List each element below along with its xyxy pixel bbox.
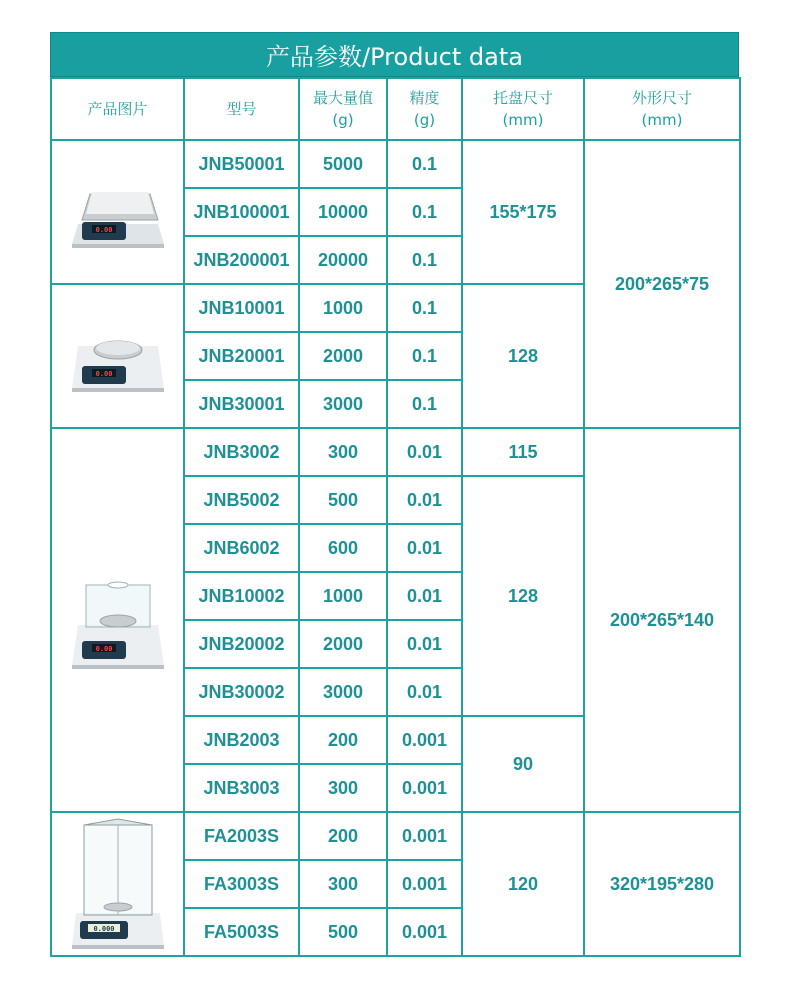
product-photo-round-pan	[51, 284, 184, 428]
product-data-sheet	[50, 32, 739, 957]
precision-cell: 0.01	[387, 668, 462, 716]
pan-size-cell: 128	[462, 284, 584, 428]
pan-size-cell: 120	[462, 812, 584, 956]
svg-text:0.00: 0.00	[95, 226, 112, 234]
capacity-cell: 20000	[299, 236, 387, 284]
product-photo-analytical	[51, 812, 184, 956]
svg-text:0.000: 0.000	[92, 925, 115, 933]
precision-cell: 0.1	[387, 332, 462, 380]
pan-size-cell: 115	[462, 428, 584, 476]
header-outer-size: 外形尺寸 (mm)	[584, 78, 740, 140]
precision-cell: 0.01	[387, 524, 462, 572]
capacity-cell: 3000	[299, 668, 387, 716]
model-cell: JNB200001	[184, 236, 299, 284]
capacity-cell: 5000	[299, 140, 387, 188]
precision-cell: 0.01	[387, 620, 462, 668]
model-cell: JNB3003	[184, 764, 299, 812]
model-cell: FA2003S	[184, 812, 299, 860]
spec-table	[50, 77, 741, 957]
precision-cell: 0.01	[387, 476, 462, 524]
model-cell: JNB30002	[184, 668, 299, 716]
outer-size-cell: 200*265*140	[584, 428, 740, 812]
header-capacity: 最大量值 (g)	[299, 78, 387, 140]
model-cell: JNB30001	[184, 380, 299, 428]
header-image: 产品图片	[51, 78, 184, 140]
capacity-cell: 300	[299, 860, 387, 908]
capacity-cell: 10000	[299, 188, 387, 236]
capacity-cell: 1000	[299, 572, 387, 620]
capacity-cell: 300	[299, 428, 387, 476]
capacity-cell: 600	[299, 524, 387, 572]
model-cell: JNB6002	[184, 524, 299, 572]
product-photo-draft-shield	[51, 428, 184, 812]
model-cell: JNB5002	[184, 476, 299, 524]
model-cell: JNB20002	[184, 620, 299, 668]
svg-text:0.00: 0.00	[95, 370, 112, 378]
pan-size-cell: 128	[462, 476, 584, 716]
precision-cell: 0.01	[387, 428, 462, 476]
precision-cell: 0.1	[387, 380, 462, 428]
scale-large-pan-image	[68, 172, 168, 252]
precision-cell: 0.001	[387, 764, 462, 812]
table-row	[51, 140, 740, 188]
model-cell: JNB100001	[184, 188, 299, 236]
outer-size-cell: 320*195*280	[584, 812, 740, 956]
header-row	[51, 78, 740, 140]
model-cell: JNB10002	[184, 572, 299, 620]
capacity-cell: 1000	[299, 284, 387, 332]
precision-cell: 0.001	[387, 860, 462, 908]
scale-analytical-image	[68, 817, 168, 951]
pan-size-cell: 155*175	[462, 140, 584, 284]
pan-size-cell: 90	[462, 716, 584, 812]
header-pan-size: 托盘尺寸 (mm)	[462, 78, 584, 140]
header-precision: 精度 (g)	[387, 78, 462, 140]
model-cell: FA3003S	[184, 860, 299, 908]
svg-text:0.00: 0.00	[95, 645, 112, 653]
scale-round-pan-image	[68, 316, 168, 396]
capacity-cell: 2000	[299, 332, 387, 380]
model-cell: JNB50001	[184, 140, 299, 188]
precision-cell: 0.1	[387, 236, 462, 284]
capacity-cell: 200	[299, 812, 387, 860]
capacity-cell: 200	[299, 716, 387, 764]
model-cell: JNB3002	[184, 428, 299, 476]
capacity-cell: 500	[299, 476, 387, 524]
table-title: 产品参数/Product data	[50, 32, 739, 77]
precision-cell: 0.1	[387, 140, 462, 188]
precision-cell: 0.001	[387, 908, 462, 956]
model-cell: JNB20001	[184, 332, 299, 380]
header-model: 型号	[184, 78, 299, 140]
model-cell: FA5003S	[184, 908, 299, 956]
capacity-cell: 3000	[299, 380, 387, 428]
precision-cell: 0.001	[387, 812, 462, 860]
precision-cell: 0.01	[387, 572, 462, 620]
precision-cell: 0.1	[387, 284, 462, 332]
model-cell: JNB10001	[184, 284, 299, 332]
capacity-cell: 300	[299, 764, 387, 812]
table-row	[51, 812, 740, 860]
product-photo-large-pan	[51, 140, 184, 284]
table-row	[51, 428, 740, 476]
outer-size-cell: 200*265*75	[584, 140, 740, 428]
capacity-cell: 2000	[299, 620, 387, 668]
capacity-cell: 500	[299, 908, 387, 956]
scale-draft-shield-image	[68, 565, 168, 675]
precision-cell: 0.1	[387, 188, 462, 236]
model-cell: JNB2003	[184, 716, 299, 764]
precision-cell: 0.001	[387, 716, 462, 764]
